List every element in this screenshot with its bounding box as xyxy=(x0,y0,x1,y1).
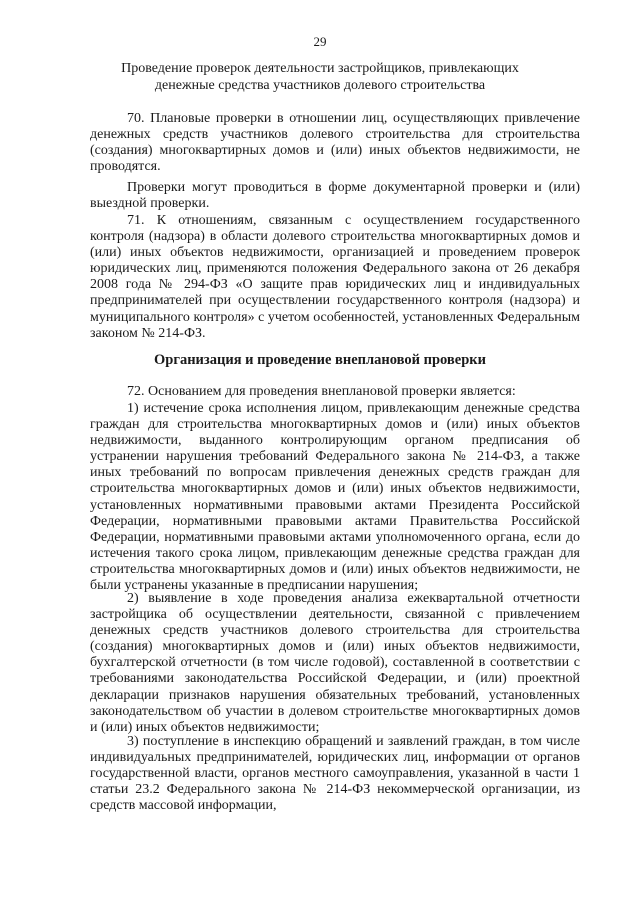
page-number: 29 xyxy=(313,34,327,49)
section-heading-developer-inspections: Проведение проверок деятельности застройщиков, привлекающих денежные средства участников долевого строительства xyxy=(121,61,519,93)
paragraph-inspection-forms: Проверки могут проводиться в форме документарной проверки и (или) выездной проверки. xyxy=(90,180,580,212)
paragraph-72-item-2: 2) выявление в ходе проведения анализа ежеквартальной отчетности застройщика об осуществлении деятельности, связанной с привлечением денежных средств участников долевого строительства для строительства (создания) многоквартирных домов и (или) иных объектов недвижимости, бухгалтерской отчетности (в том числе годовой), составленной в соответствии с требованиями законодательства Российской Федерации, и (или) проектной декларации признаков нарушения обязательных требований, установленных законодательством об участии в долевом строительстве многоквартирных домов и (или) иных объектов недвижимости; xyxy=(90,591,580,735)
paragraph-72: 72. Основанием для проведения внеплановой проверки является: xyxy=(127,384,516,399)
paragraph-70: 70. Плановые проверки в отношении лиц, осуществляющих привлечение денежных средств участников долевого строительства для строительства (создания) многоквартирных домов и (или) иных объектов недвижимости, не проводятся. xyxy=(90,111,580,175)
paragraph-71: 71. К отношениям, связанным с осуществлением государственного контроля (надзора) в области долевого строительства многоквартирных домов и (или) иных объектов недвижимости, организацией и проведением проверок юридических лиц, применяются положения Федерального закона от 26 декабря 2008 года № 294-ФЗ «О защите прав юридических лиц и индивидуальных предпринимателей при осуществлении государственного контроля (надзора) и муниципального контроля» с учетом особенностей, установленных Федеральным законом № 214-ФЗ. xyxy=(90,213,580,341)
paragraph-72-item-3: 3) поступление в инспекцию обращений и заявлений граждан, в том числе индивидуальных предпринимателей, юридических лиц, информации от органов государственной власти, органов местного самоуправления, указанной в части 1 статьи 23.2 Федерального закона № 214-ФЗ некоммерческой организации, из средств массовой информации, xyxy=(90,734,580,814)
section-heading-unscheduled-inspection: Организация и проведение внеплановой проверки xyxy=(154,352,486,368)
paragraph-72-item-1: 1) истечение срока исполнения лицом, привлекающим денежные средства граждан для строительства многоквартирных домов и (или) иных объектов недвижимости, выданного контролирующим органом предписания об устранении нарушения требований Федерального закона № 214-ФЗ, а также иных требований по вопросам привлечения денежных средств граждан для строительства многоквартирных домов и (или) иных объектов недвижимости, установленных нормативными правовыми актами Президента Российской Федерации, нормативными правовыми актами Правительства Российской Федерации, нормативными правовыми актами уполномоченного органа, если до истечения такого срока лицом, привлекающим денежные средства граждан для строительства многоквартирных домов и (или) иных объектов недвижимости, не были устранены указанные в предписании нарушения; xyxy=(90,401,580,594)
